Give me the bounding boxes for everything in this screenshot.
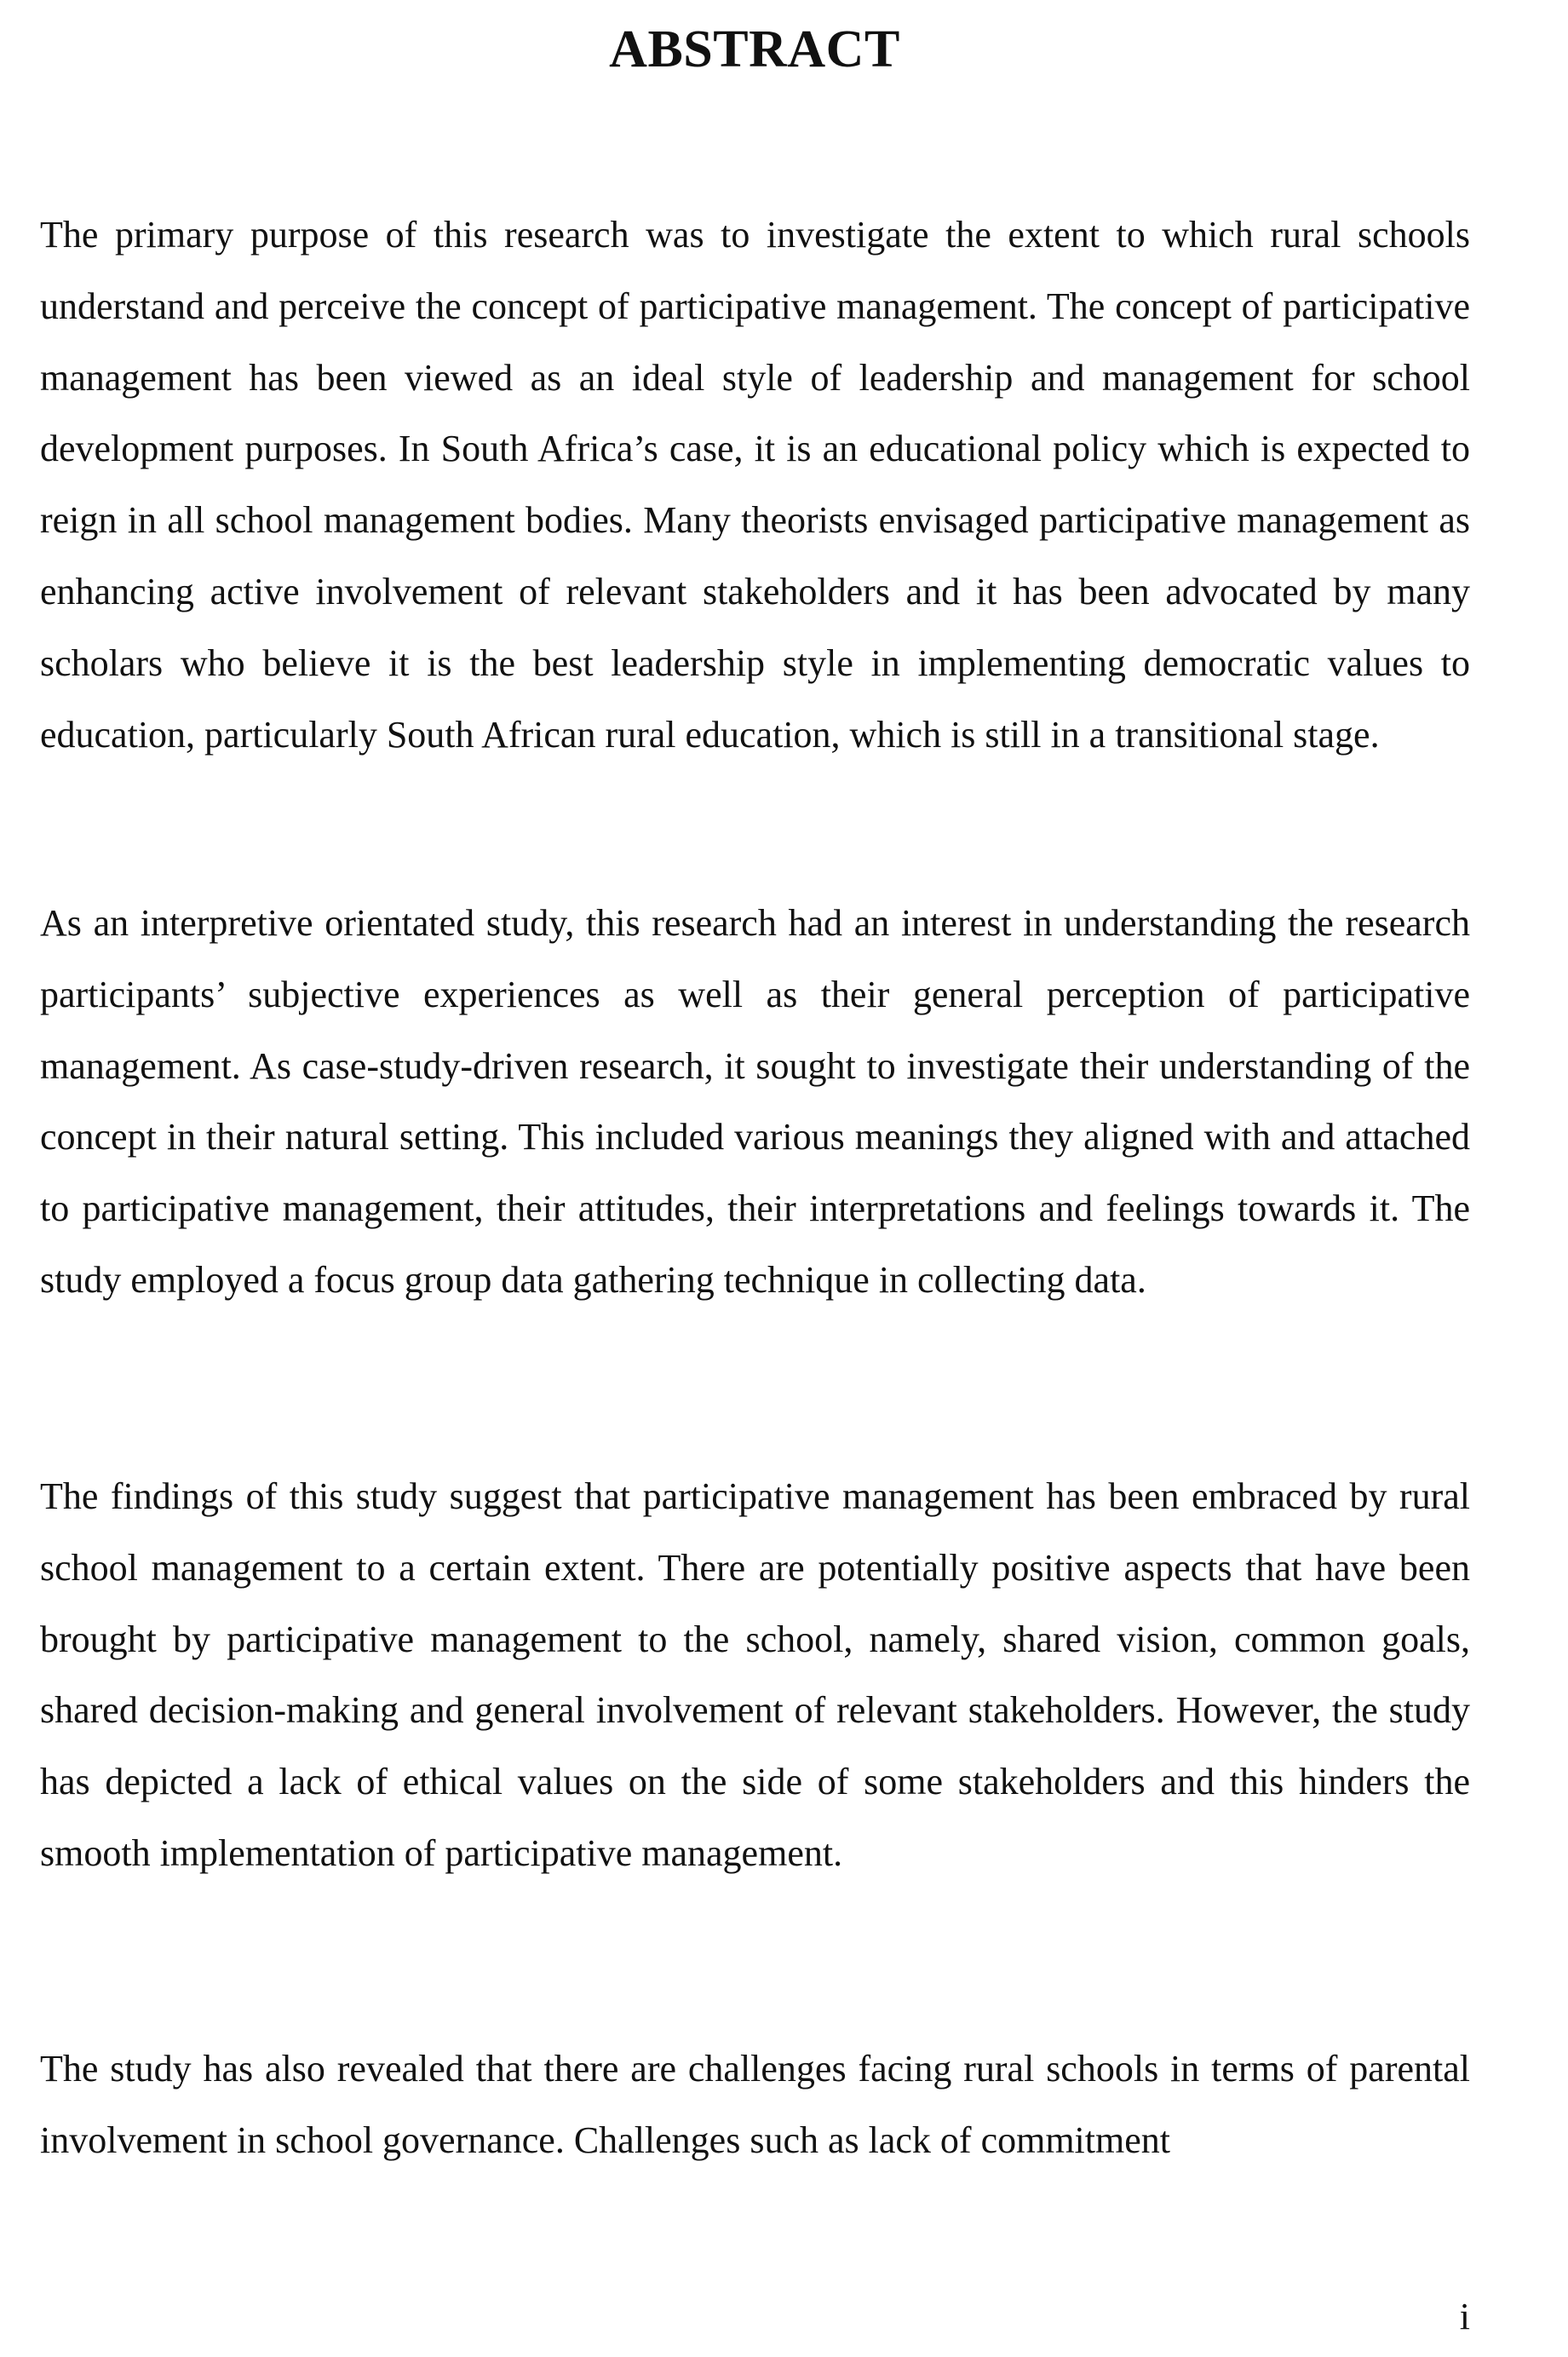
abstract-paragraph-1: The primary purpose of this research was to investigate the extent to which rural schools understand and perceive the concept of participative management. The concept of participative management has been viewed as an ideal style of leadership and management for school development purposes. In South Africa’s case, it is an educational policy which is expected to reign in all school management bodies. Many theorists envisaged participative management as enhancing active involvement of relevant stakeholders and it has been advocated by many scholars who believe it is the best leadership style in implementing democratic values to education, particularly South African rural education, which is still in a transitional stage.: [40, 214, 1470, 756]
abstract-heading: ABSTRACT: [609, 20, 900, 78]
abstract-paragraph-4: The study has also revealed that there are challenges facing rural schools in terms of parental involvement in school governance. Challenges such as lack of commitment: [40, 2048, 1470, 2161]
page-number: i: [1459, 2296, 1470, 2337]
abstract-paragraph-3: The findings of this study suggest that participative management has been embraced by rural school management to a certain extent. There are potentially positive aspects that have been brought by participative management to the school, namely, shared vision, common goals, shared decision-making and general involvement of relevant stakeholders. However, the study has depicted a lack of ethical values on the side of some stakeholders and this hinders the smooth implementation of participative management.: [40, 1475, 1470, 1874]
abstract-paragraph-2: As an interpretive orientated study, this research had an interest in understanding the research participants’ subjective experiences as well as their general perception of participative management. As case-study-driven research, it sought to investigate their understanding of the concept in their natural setting. This included various meanings they aligned with and attached to participative management, their attitudes, their interpretations and feelings towards it. The study employed a focus group data gathering technique in collecting data.: [40, 902, 1470, 1301]
